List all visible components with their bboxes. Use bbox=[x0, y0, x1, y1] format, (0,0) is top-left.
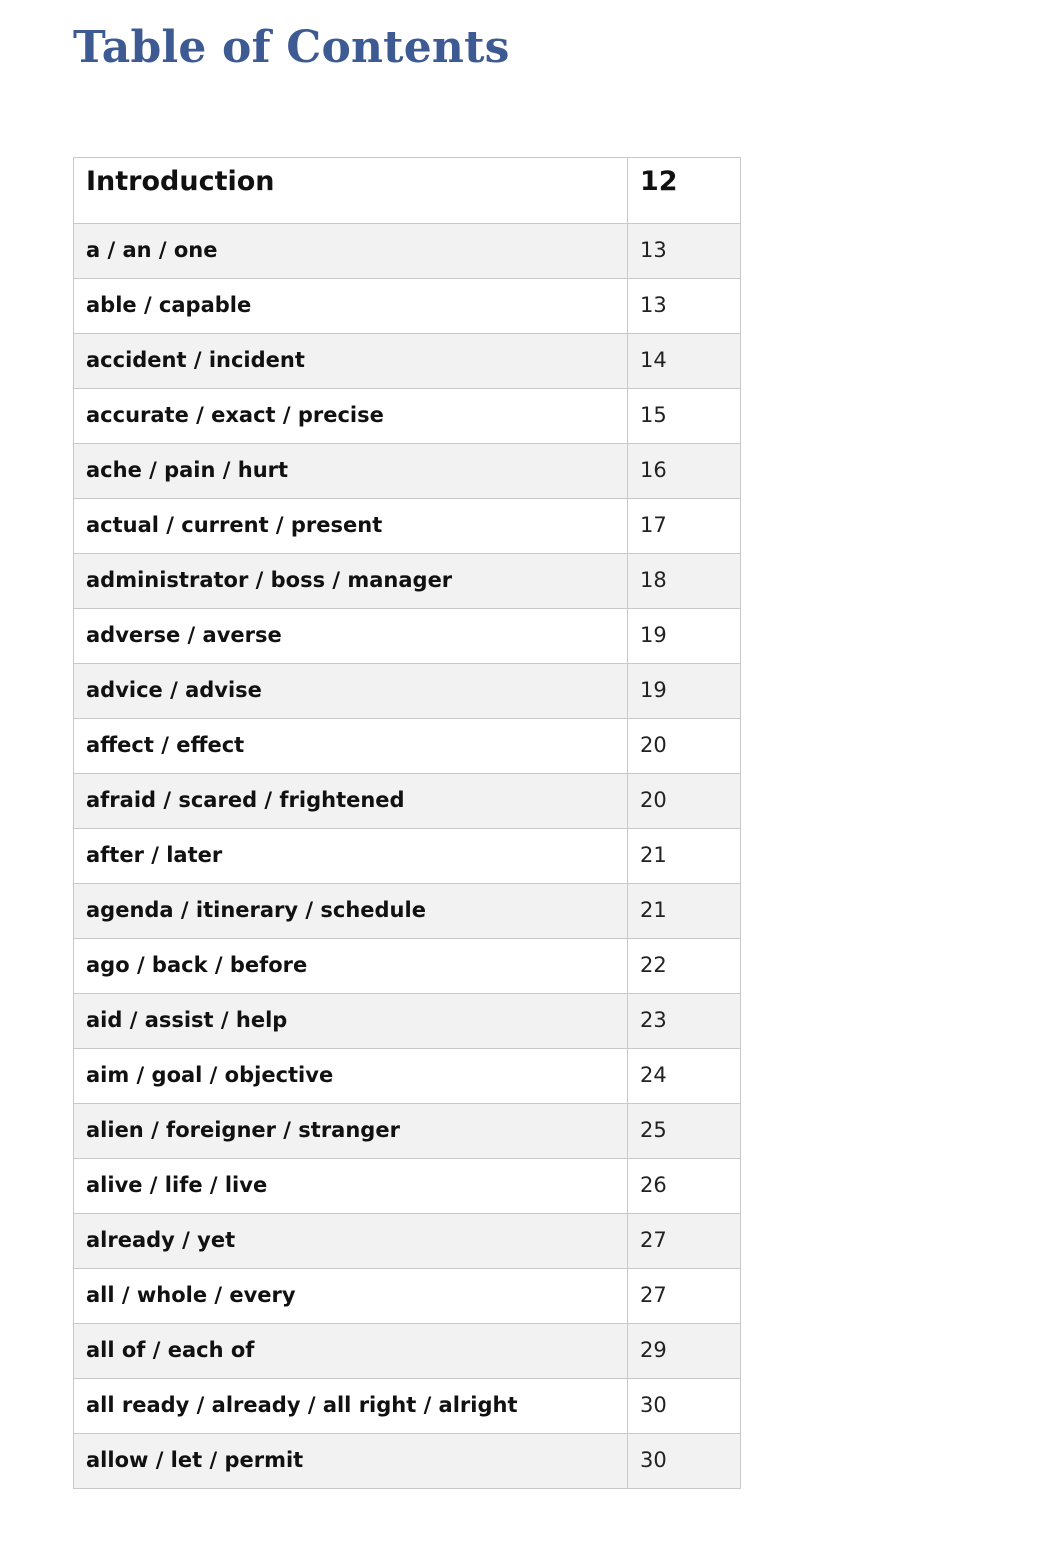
toc-body bbox=[74, 158, 741, 1489]
toc-entry: advice / advise bbox=[74, 664, 628, 719]
toc-page-number: 20 bbox=[628, 774, 741, 829]
toc-row bbox=[74, 1269, 741, 1324]
toc-entry: administrator / boss / manager bbox=[74, 554, 628, 609]
toc-row bbox=[74, 279, 741, 334]
toc-entry: actual / current / present bbox=[74, 499, 628, 554]
toc-page-number: 24 bbox=[628, 1049, 741, 1104]
toc-page-number: 25 bbox=[628, 1104, 741, 1159]
toc-entry: all ready / already / all right / alright bbox=[74, 1379, 628, 1434]
toc-row bbox=[74, 1214, 741, 1269]
toc-page-number: 21 bbox=[628, 829, 741, 884]
toc-row bbox=[74, 444, 741, 499]
toc-entry: after / later bbox=[74, 829, 628, 884]
toc-page-number: 21 bbox=[628, 884, 741, 939]
toc-page-number: 15 bbox=[628, 389, 741, 444]
toc-header-page: 12 bbox=[628, 158, 741, 224]
toc-page-number: 26 bbox=[628, 1159, 741, 1214]
toc-header-entry: Introduction bbox=[74, 158, 628, 224]
toc-page-number: 29 bbox=[628, 1324, 741, 1379]
toc-row bbox=[74, 389, 741, 444]
toc-page-number: 22 bbox=[628, 939, 741, 994]
toc-entry: ago / back / before bbox=[74, 939, 628, 994]
toc-entry: afraid / scared / frightened bbox=[74, 774, 628, 829]
toc-row bbox=[74, 994, 741, 1049]
toc-entry: affect / effect bbox=[74, 719, 628, 774]
toc-page-number: 18 bbox=[628, 554, 741, 609]
toc-row bbox=[74, 1324, 741, 1379]
toc-entry: a / an / one bbox=[74, 224, 628, 279]
toc-page-number: 16 bbox=[628, 444, 741, 499]
toc-row bbox=[74, 1104, 741, 1159]
toc-row bbox=[74, 774, 741, 829]
toc-entry: all / whole / every bbox=[74, 1269, 628, 1324]
toc-entry: aim / goal / objective bbox=[74, 1049, 628, 1104]
toc-page-number: 20 bbox=[628, 719, 741, 774]
toc-row bbox=[74, 1434, 741, 1489]
toc-row bbox=[74, 884, 741, 939]
toc-entry: already / yet bbox=[74, 1214, 628, 1269]
toc-row bbox=[74, 334, 741, 389]
toc-row bbox=[74, 1049, 741, 1104]
toc-page-number: 19 bbox=[628, 609, 741, 664]
toc-row bbox=[74, 1379, 741, 1434]
toc-page-number: 27 bbox=[628, 1269, 741, 1324]
toc-entry: ache / pain / hurt bbox=[74, 444, 628, 499]
page-title: Table of Contents bbox=[73, 22, 510, 73]
toc-row bbox=[74, 829, 741, 884]
toc-entry: all of / each of bbox=[74, 1324, 628, 1379]
toc-page-number: 30 bbox=[628, 1434, 741, 1489]
toc-page-number: 19 bbox=[628, 664, 741, 719]
toc-row bbox=[74, 554, 741, 609]
toc-row bbox=[74, 1159, 741, 1214]
toc-table bbox=[73, 157, 741, 1489]
toc-page-number: 27 bbox=[628, 1214, 741, 1269]
toc-entry: alien / foreigner / stranger bbox=[74, 1104, 628, 1159]
toc-entry: alive / life / live bbox=[74, 1159, 628, 1214]
toc-row bbox=[74, 719, 741, 774]
toc-entry: agenda / itinerary / schedule bbox=[74, 884, 628, 939]
toc-entry: allow / let / permit bbox=[74, 1434, 628, 1489]
toc-entry: accident / incident bbox=[74, 334, 628, 389]
toc-row bbox=[74, 664, 741, 719]
toc-entry: aid / assist / help bbox=[74, 994, 628, 1049]
toc-page-number: 23 bbox=[628, 994, 741, 1049]
toc-page-number: 30 bbox=[628, 1379, 741, 1434]
toc-row bbox=[74, 609, 741, 664]
toc-entry: adverse / averse bbox=[74, 609, 628, 664]
toc-page-number: 14 bbox=[628, 334, 741, 389]
toc-entry: able / capable bbox=[74, 279, 628, 334]
toc-row bbox=[74, 939, 741, 994]
toc-row bbox=[74, 499, 741, 554]
toc-entry: accurate / exact / precise bbox=[74, 389, 628, 444]
toc-header-row bbox=[74, 158, 741, 224]
toc-page-number: 17 bbox=[628, 499, 741, 554]
toc-page-number: 13 bbox=[628, 224, 741, 279]
toc-page-number: 13 bbox=[628, 279, 741, 334]
toc-row bbox=[74, 224, 741, 279]
